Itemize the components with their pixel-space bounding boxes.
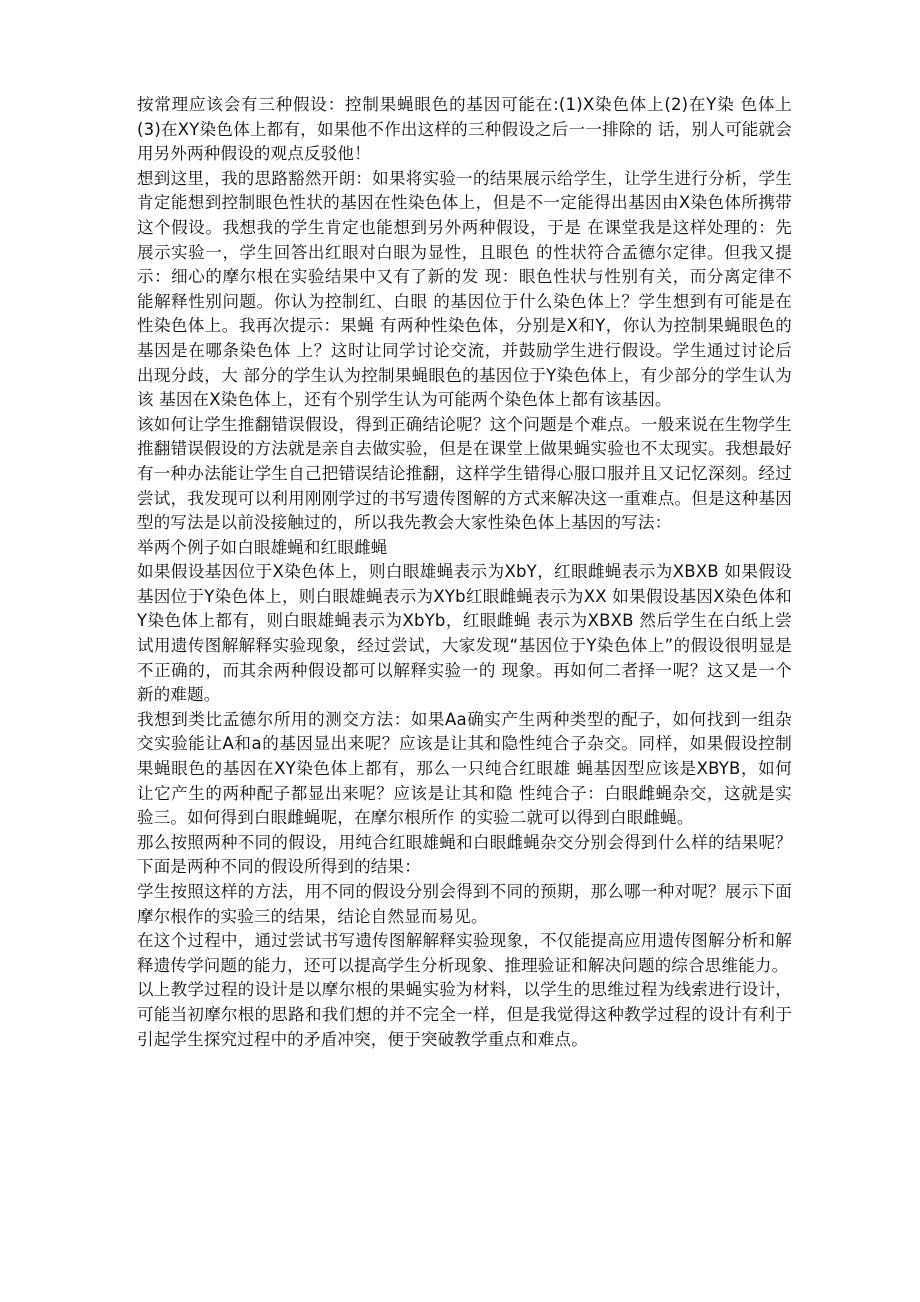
document-body <box>137 93 792 1052</box>
paragraph-two-hypotheses-results: 那么按照两种不同的假设，用纯合红眼雄蝇和白眼雌蝇杂交分别会得到什么样的结果呢？下面是两种不同的假设所得到的结果： <box>137 832 792 877</box>
paragraph-hypotheses: 按常理应该会有三种假设：控制果蝇眼色的基因可能在:(1)X染色体上(2)在Y染 色体上(3)在XY染色体上都有，如果他不作出这样的三种假设之后一一排除的 话，别人可能就会用另外两种假设的观点反驳他！ <box>137 95 792 164</box>
paragraph-examples-heading: 举两个例子如白眼雄蝇和红眼雌蝇 <box>137 537 388 557</box>
paragraph-conclusion: 以上教学过程的设计是以摩尔根的果蝇实验为材料，以学生的思维过程为线索进行设计，可能当初摩尔根的思路和我们想的并不完全一样，但是我觉得这种教学过程的设计有利于引起学生探究过程中的矛盾冲突，便于突破教学重点和难点。 <box>137 980 792 1049</box>
paragraph-difficulty: 该如何让学生推翻错误假设，得到正确结论呢？这个问题是个难点。一般来说在生物学生推翻错误假设的方法就是亲自去做实验，但是在课堂上做果蝇实验也不太现实。我想最好有一种办法能让学生自己把错误结论推翻，这样学生错得心服口服并且又记忆深刻。经过尝试，我发现可以利用刚刚学过的书写遗传图解的方式来解决这一重难点。但是这种基因型的写法是以前没接触过的，所以我先教会大家性染色体上基因的写法： <box>137 414 792 533</box>
paragraph-experiment-three: 学生按照这样的方法，用不同的假设分别会得到不同的预期，那么哪一种对呢？展示下面摩尔根作的实验三的结果，结论自然显而易见。 <box>137 882 792 926</box>
paragraph-genotype-notation: 如果假设基因位于X染色体上，则白眼雄蝇表示为XbY，红眼雌蝇表示为XBXB 如果假设基因位于Y染色体上，则白眼雄蝇表示为XYb红眼雌蝇表示为XX 如果假设基因X染色体和Y染色体上都有，则白眼雄蝇表示为XbYb，红眼雌蝇 表示为XBXB 然后学生在白纸上尝试用遗传图解解释实验现象，经过尝试，大家发现“基因位于Y染色体上”的假设很明显是不正确的，而其余两种假设都可以解释实验一的 现象。再如何二者择一呢？这又是一个新的难题。 <box>137 562 792 705</box>
paragraph-testcross-analogy: 我想到类比孟德尔所用的测交方法：如果Aa确实产生两种类型的配子，如何找到一组杂交实验能让A和a的基因显出来呢？应该是让其和隐性纯合子杂交。同样，如果假设控制果蝇眼色的基因在XY染色体上都有，那么一只纯合红眼雄 蝇基因型应该是XBYB，如何让它产生的两种配子都显出来呢？应该是让其和隐 性纯合子：白眼雌蝇杂交，这就是实验三。如何得到白眼雌蝇呢，在摩尔根所作 的实验二就可以得到白眼雌蝇。 <box>137 709 792 828</box>
paragraph-ability-gains: 在这个过程中，通过尝试书写遗传图解解释实验现象，不仅能提高应用遗传图解分析和解释遗传学问题的能力，还可以提高学生分析现象、推理验证和解决问题的综合思维能力。 <box>137 931 792 975</box>
paragraph-classroom-process: 想到这里，我的思路豁然开朗：如果将实验一的结果展示给学生，让学生进行分析，学生肯定能想到控制眼色性状的基因在性染色体上，但是不一定能得出基因由X染色体所携带这个假设。我想我的学生肯定也能想到另外两种假设，于是 在课堂我是这样处理的：先展示实验一，学生回答出红眼对白眼为显性，且眼色 的性状符合孟德尔定律。但我又提示：细心的摩尔根在实验结果中又有了新的发 现：眼色性状与性别有关，而分离定律不能解释性别问题。你认为控制红、白眼 的基因位于什么染色体上？学生想到有可能是在性染色体上。我再次提示：果蝇 有两种性染色体，分别是X和Y，你认为控制果蝇眼色的基因是在哪条染色体 上？这时让同学讨论交流，并鼓励学生进行假设。学生通过讨论后出现分歧，大 部分的学生认为控制果蝇眼色的基因位于Y染色体上，有少部分的学生认为该 基因在X染色体上，还有个别学生认为可能两个染色体上都有该基因。 <box>137 168 792 410</box>
